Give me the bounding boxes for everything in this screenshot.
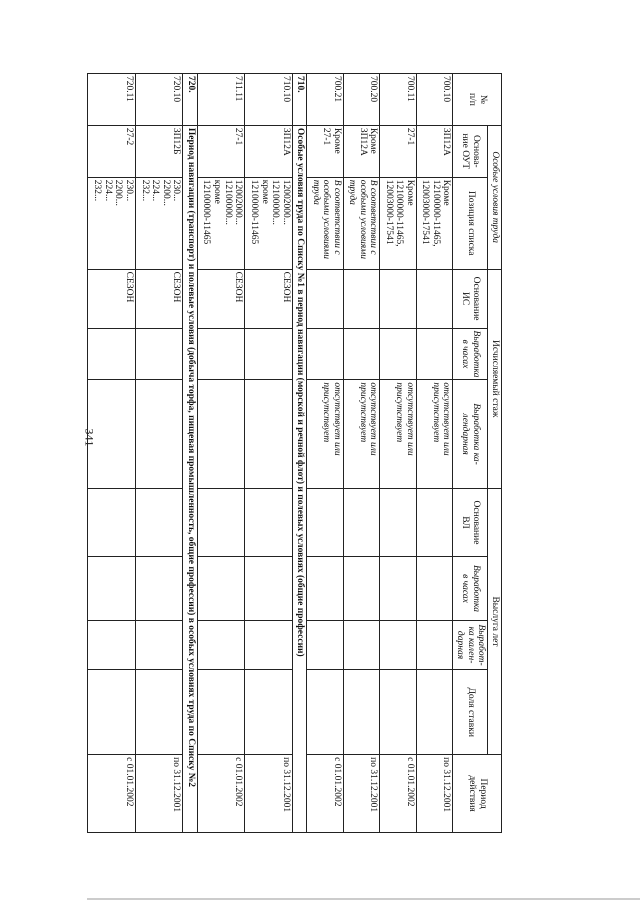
cell-basis: ЗП12Б xyxy=(135,125,183,177)
cell-list: В соответствии с особыми условиями труда xyxy=(307,177,344,269)
cell-hours xyxy=(416,328,453,380)
section-num: 720. xyxy=(183,74,197,126)
cell-is xyxy=(343,269,380,328)
cell-is: СЕЗОН xyxy=(197,269,245,328)
cell-calendar xyxy=(197,380,245,488)
cell-period: по 31.12.2001 xyxy=(245,755,293,833)
header-basis-is: Основание ИС xyxy=(453,269,488,328)
cell-is xyxy=(380,269,417,328)
table-row xyxy=(135,74,183,833)
cell-rate xyxy=(307,670,344,755)
cell-vlh xyxy=(416,557,453,621)
cell-vlc xyxy=(343,620,380,669)
cell-rate xyxy=(343,670,380,755)
cell-vlc xyxy=(307,620,344,669)
cell-vlh xyxy=(343,557,380,621)
cell-vlh xyxy=(135,557,183,621)
cell-vl xyxy=(343,488,380,556)
cell-vl xyxy=(135,488,183,556)
cell-period: по 31.12.2001 xyxy=(416,755,453,833)
cell-calendar: отсутствует или присутствует xyxy=(416,380,453,488)
cell-vlh xyxy=(197,557,245,621)
cell-vlh xyxy=(88,557,136,621)
cell-vlc xyxy=(416,620,453,669)
section-title: Период навигации (транспорт) и полевые условия (добыча торфа, пищевая промышленность, общие профессии) в особых условиях труда по Списку №2 xyxy=(183,125,197,832)
section-title: Особые условия труда по Списку №1 в период навигации (морской и речной флот) и полевых условиях (общие профессии) xyxy=(293,125,307,832)
cell-basis: 27-1 xyxy=(380,125,417,177)
header-basis-vl: Основание ВЛ xyxy=(453,488,488,556)
cell-hours xyxy=(197,328,245,380)
cell-vlh xyxy=(245,557,293,621)
cell-period: по 31.12.2001 xyxy=(135,755,183,833)
cell-num: 700.20 xyxy=(343,74,380,126)
cell-hours xyxy=(380,328,417,380)
cell-num: 720.10 xyxy=(135,74,183,126)
table-row xyxy=(245,74,293,833)
table-row xyxy=(197,74,245,833)
cell-list: 230... 2200... 224... 232... xyxy=(135,177,183,269)
cell-basis: Кроме ЗП12А xyxy=(343,125,380,177)
cell-hours xyxy=(135,328,183,380)
table-row xyxy=(88,74,136,833)
header-vl-calendar: Выработ- ка кален- дарная xyxy=(453,620,488,669)
cell-calendar: отсутствует или присутствует xyxy=(307,380,344,488)
cell-basis: Кроме 27-1 xyxy=(307,125,344,177)
cell-vl xyxy=(197,488,245,556)
cell-rate xyxy=(416,670,453,755)
header-num: № п/п xyxy=(453,74,502,126)
cell-vlc xyxy=(135,620,183,669)
cell-list: 12002000... 12100000... кроме 12100000-11465 xyxy=(245,177,293,269)
table-row xyxy=(380,74,417,833)
cell-is xyxy=(307,269,344,328)
section-row-710 xyxy=(293,74,307,833)
cell-list: В соответствии с особыми условиями труда xyxy=(343,177,380,269)
cell-hours xyxy=(307,328,344,380)
cell-is xyxy=(416,269,453,328)
cell-rate xyxy=(380,670,417,755)
cell-is: СЕЗОН xyxy=(135,269,183,328)
header-period: Период действия xyxy=(453,755,502,833)
cell-num: 720.11 xyxy=(88,74,136,126)
cell-basis: 27-2 xyxy=(88,125,136,177)
cell-vlc xyxy=(88,620,136,669)
header-list-position: Позиция списка xyxy=(453,177,488,269)
cell-calendar xyxy=(88,380,136,488)
cell-vlc xyxy=(380,620,417,669)
cell-period: с 01.01.2002 xyxy=(380,755,417,833)
table-row xyxy=(307,74,344,833)
cell-calendar: отсутствует или присутствует xyxy=(380,380,417,488)
cell-vl xyxy=(380,488,417,556)
page-number: 341 xyxy=(82,428,97,447)
cell-num: 711.11 xyxy=(197,74,245,126)
section-num: 710. xyxy=(293,74,307,126)
cell-hours xyxy=(343,328,380,380)
header-calc-stazh: Исчисляемый стаж xyxy=(488,269,502,488)
cell-vlh xyxy=(380,557,417,621)
cell-rate xyxy=(245,670,293,755)
cell-num: 710.10 xyxy=(245,74,293,126)
cell-basis: 27-1 xyxy=(197,125,245,177)
cell-calendar xyxy=(135,380,183,488)
header-work-calendar: Выработка ка- лендарная xyxy=(453,380,488,488)
cell-num: 700.21 xyxy=(307,74,344,126)
cell-vlc xyxy=(245,620,293,669)
header-special: Особые условия труда xyxy=(488,125,502,269)
cell-hours xyxy=(88,328,136,380)
cell-vl xyxy=(88,488,136,556)
cell-period: с 01.01.2002 xyxy=(197,755,245,833)
cell-vlh xyxy=(307,557,344,621)
cell-calendar: отсутствует или присутствует xyxy=(343,380,380,488)
cell-calendar xyxy=(245,380,293,488)
cell-basis: ЗП12А xyxy=(245,125,293,177)
cell-list: Кроме 12100000-11465, 12003000-17541 xyxy=(416,177,453,269)
header-service: Выслуга лет xyxy=(488,488,502,754)
cell-rate xyxy=(197,670,245,755)
cell-is: СЕЗОН xyxy=(245,269,293,328)
header-work-hours: Выработка в часах xyxy=(453,328,488,380)
cell-is: СЕЗОН xyxy=(88,269,136,328)
special-conditions-table xyxy=(87,73,502,833)
section-row-720 xyxy=(183,74,197,833)
cell-rate xyxy=(135,670,183,755)
document-table-container xyxy=(87,73,502,833)
cell-hours xyxy=(245,328,293,380)
header-basis-out: Основа- ние ОУТ xyxy=(453,125,488,177)
cell-vl xyxy=(307,488,344,556)
scan-edge-line xyxy=(87,898,640,900)
cell-vl xyxy=(245,488,293,556)
cell-period: по 31.12.2001 xyxy=(343,755,380,833)
cell-num: 700.11 xyxy=(380,74,417,126)
cell-rate xyxy=(88,670,136,755)
header-vl-hours: Выработка в часах xyxy=(453,557,488,621)
cell-num: 700.10 xyxy=(416,74,453,126)
cell-list: 12002000... 12100000... кроме 12100000-11465 xyxy=(197,177,245,269)
header-rate-share: Доля ставки xyxy=(453,670,488,755)
cell-vlc xyxy=(197,620,245,669)
table-row xyxy=(416,74,453,833)
cell-period: с 01.01.2002 xyxy=(307,755,344,833)
cell-period: с 01.01.2002 xyxy=(88,755,136,833)
cell-list: 230... 2200... 224... 232... xyxy=(88,177,136,269)
table-row xyxy=(343,74,380,833)
cell-basis: ЗП12А xyxy=(416,125,453,177)
cell-vl xyxy=(416,488,453,556)
cell-list: Кроме 12100000-11465, 12003000-17541 xyxy=(380,177,417,269)
